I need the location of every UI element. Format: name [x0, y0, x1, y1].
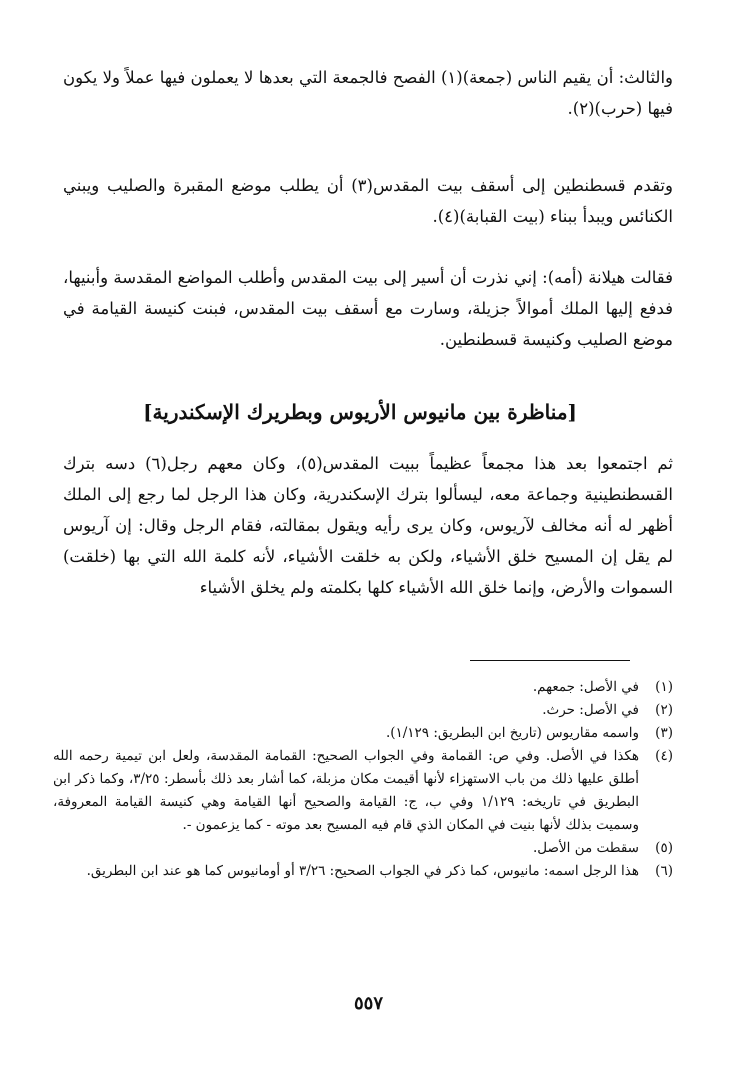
footnote-divider — [470, 660, 630, 661]
footnote-text: هكذا في الأصل. وفي ص: القمامة وفي الجواب الصحيح: القمامة المقدسة، ولعل ابن تيمية رحمه الله أطلق عليها ذلك من باب الاستهزاء لأنها أقيمت مكان مزبلة، كما أشار بعد ذلك بأسطر: ٣/٢٥، وكما ذكر ابن البطريق في تاريخه: ١/١٢٩ وفي ب، ج: القيامة والصحيح أنها القيامة وهي كنيسة القيامة المعروفة، وسميت بذلك لأنها بنيت في المكان الذي قام فيه المسيح بعد موته - كما يزعمون -. — [53, 748, 639, 833]
footnote-text: هذا الرجل اسمه: مانيوس، كما ذكر في الجواب الصحيح: ٣/٢٦ أو أومانيوس كما هو عند ابن البطريق. — [86, 863, 639, 879]
paragraph-text: ثم اجتمعوا بعد هذا مجمعاً عظيماً ببيت المقدس(٥)، وكان معهم رجل(٦) دسه بترك القسطنطينية وجماعة معه، ليسألوا بترك الإسكندرية، وكان هذا الرجل لما رجع إلى الملك أظهر له أنه مخالف لآريوس، وكان يرى رأيه ويقول بمقالته، فقام الرجل وقال: إن آريوس لم يقل إن المسيح خلق الأشياء، ولكن به خلقت الأشياء، لأنه كلمة الله التي بها (خلقت) السموات والأرض، وإنما خلق الله الأشياء كلها بكلمته ولم يخلق الأشياء — [63, 454, 673, 597]
footnote-number: (٤) — [655, 748, 673, 764]
paragraph-helena — [63, 262, 673, 355]
footnote-item — [53, 699, 673, 722]
footnote-number: (٥) — [655, 840, 673, 856]
footnote-text: في الأصل: حرث. — [542, 702, 639, 718]
footnote-item — [53, 837, 673, 860]
paragraph-text: وتقدم قسطنطين إلى أسقف بيت المقدس(٣) أن يطلب موضع المقبرة والصليب ويبني الكنائس ويبدأ ببناء (بيت القبابة)(٤). — [63, 176, 673, 226]
paragraph-third-rule — [63, 62, 673, 124]
footnote-text: سقطت من الأصل. — [533, 840, 639, 856]
footnote-number: (٦) — [655, 863, 673, 879]
footnote-number: (١) — [655, 679, 673, 695]
paragraph-constantine — [63, 170, 673, 232]
footnotes — [53, 676, 673, 883]
section-heading: [مناظرة بين مانيوس الأريوس وبطريرك الإسكندرية] — [143, 400, 577, 424]
footnote-text: واسمه مقاريوس (تاريخ ابن البطريق: ١/١٢٩). — [385, 725, 639, 741]
paragraph-text: والثالث: أن يقيم الناس (جمعة)(١) الفصح فالجمعة التي بعدها لا يعملون فيها عملاً ولا يكون فيها (حرب)(٢). — [63, 68, 673, 118]
footnote-item — [53, 722, 673, 745]
footnote-item — [53, 745, 673, 837]
footnote-item — [53, 676, 673, 699]
page-number: ٥٥٧ — [353, 993, 383, 1014]
footnote-number: (٢) — [655, 702, 673, 718]
footnote-number: (٣) — [655, 725, 673, 741]
paragraph-text: فقالت هيلانة (أمه): إني نذرت أن أسير إلى بيت المقدس وأطلب المواضع المقدسة وأبنيها، فدفع إليها الملك أموالاً جزيلة، وسارت مع أسقف بيت المقدس، فبنت كنيسة القيامة في موضع الصليب وكنيسة قسطنطين. — [63, 268, 673, 349]
paragraph-debate — [63, 448, 673, 603]
footnote-item — [53, 860, 673, 883]
footnote-text: في الأصل: جمعهم. — [532, 679, 639, 695]
